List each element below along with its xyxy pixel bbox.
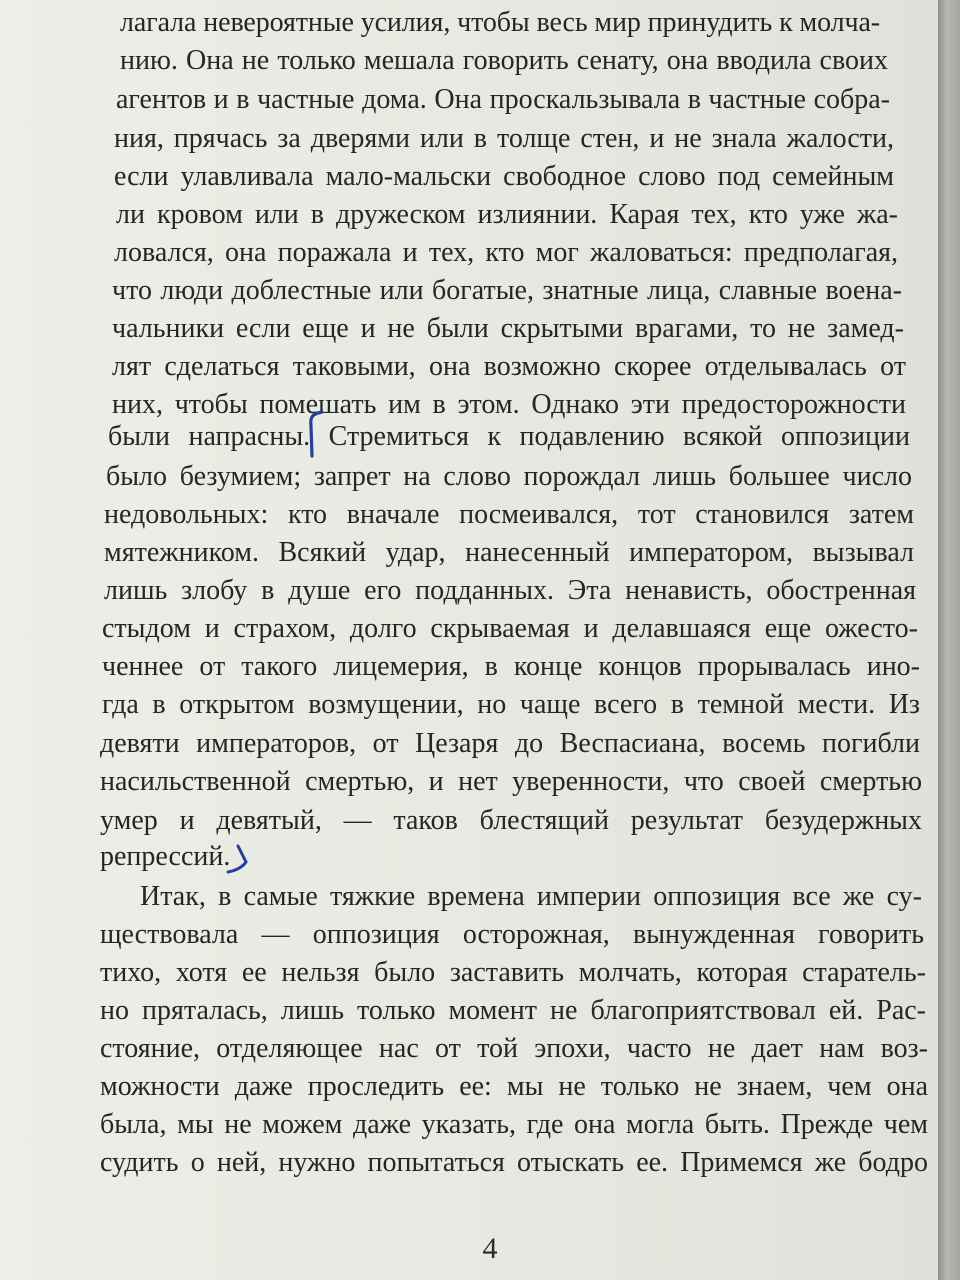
- text-line-content: мятежником. Всякий удар, нанесенный императором, вызывал: [104, 537, 914, 568]
- text-line-content: девяти императоров, от Цезаря до Веспасиана, восемь погибли: [100, 728, 920, 759]
- text-line-content: репрессий.: [100, 841, 231, 872]
- text-line-content: что люди доблестные или богатые, знатные лица, славные воена-: [112, 275, 902, 306]
- text-line-content: чальники если еще и не были скрытыми врагами, то не замед-: [112, 313, 904, 344]
- text-line-content: агентов и в частные дома. Она проскальзывала в частные собра-: [116, 84, 890, 115]
- text-line-content: лагала невероятные усилия, чтобы весь мир принудить к молча-: [120, 7, 880, 38]
- page-number: 4: [482, 1232, 498, 1265]
- text-line-content: можности даже проследить ее: мы не только не знаем, чем она: [100, 1071, 928, 1102]
- text-line-content: лят сделаться таковыми, она возможно скорее отделывалась от: [112, 351, 906, 382]
- text-line-content: если улавливала мало-мальски свободное слово под семейным: [114, 161, 894, 192]
- text-line-content: нию. Она не только мешала говорить сенату, она вводила своих: [120, 45, 888, 76]
- text-line-content: тихо, хотя ее нельзя было заставить молчать, которая старатель-: [100, 957, 926, 988]
- text-line-content: но пряталась, лишь только момент не благоприятствовал ей. Рас-: [100, 995, 926, 1026]
- text-line-content: них, чтобы помешать им в этом. Однако эти предосторожности: [112, 389, 906, 420]
- text-line-content: умер и девятый, — таков блестящий результат безудержных: [100, 805, 922, 836]
- text-line-content: Итак, в самые тяжкие времена империи оппозиция все же су-: [140, 881, 922, 912]
- text-line-content: ли кровом или в дружеском излиянии. Карая тех, кто уже жа-: [116, 199, 898, 230]
- text-line-content: судить о ней, нужно попытаться отыскать ее. Примемся же бодро: [100, 1147, 928, 1178]
- text-line-content: гда в открытом возмущении, но чаще всего в темной мести. Из: [102, 689, 920, 720]
- text-line-content: стыдом и страхом, долго скрываемая и делавшаяся еще ожесто-: [102, 613, 918, 644]
- text-line-content: была, мы не можем даже указать, где она могла быть. Прежде чем: [100, 1109, 928, 1140]
- text-line-content: недовольных: кто вначале посмеивался, тот становился затем: [104, 499, 914, 530]
- text-line-content: насильственной смертью, и нет уверенности, что своей смертью: [100, 766, 922, 797]
- text-line-content: ченнее от такого лицемерия, в конце концов прорывалась ино-: [102, 651, 920, 682]
- text-line-content: ществовала — оппозиция осторожная, вынужденная говорить: [100, 919, 924, 950]
- text-line-content: ния, прячась за дверями или в толще стен, и не знала жалости,: [114, 123, 894, 154]
- page-edge: [938, 0, 960, 1280]
- text-line-content: было безумием; запрет на слово порождал лишь большее число: [106, 461, 912, 492]
- text-line-content: были напрасны. Стремиться к подавлению всякой оппозиции: [108, 421, 910, 452]
- text-line-content: лишь злобу в душе его подданных. Эта ненависть, обостренная: [104, 575, 916, 606]
- text-line-content: ловался, она поражала и тех, кто мог жаловаться: предполагая,: [114, 237, 898, 268]
- text-line-content: стояние, отделяющее нас от той эпохи, часто не дает нам воз-: [100, 1033, 928, 1064]
